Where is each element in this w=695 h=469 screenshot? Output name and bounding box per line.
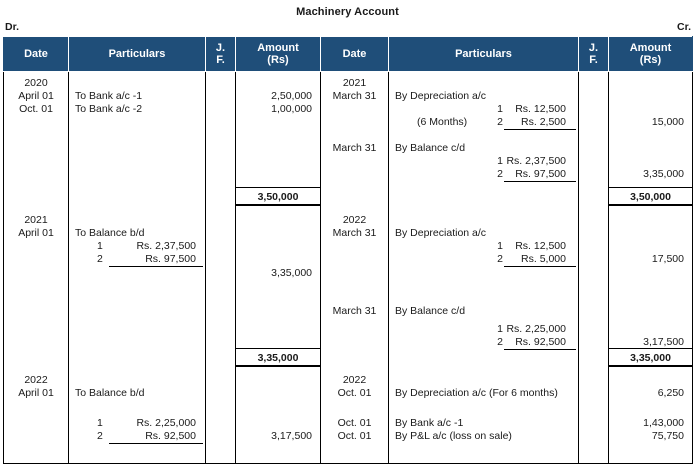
credit-s2-e2-particulars: By Balance c/d xyxy=(395,305,466,317)
credit-s2-e1-date: March 31 xyxy=(332,227,377,239)
credit-s1-e2-particulars: By Balance c/d xyxy=(395,142,466,154)
credit-s1-e1-subitem-value-1: Rs. 2,500 xyxy=(521,116,566,128)
debit-s3-amount: 3,17,500 xyxy=(271,430,312,442)
credit-s1-e2-subitem-no-0: 1 xyxy=(497,155,503,167)
credit-s2-e2-subtotal-rule xyxy=(504,349,576,350)
table-header-row xyxy=(4,37,693,72)
debit-s2-subitem-no-0: 1 xyxy=(97,240,103,252)
debit-s2-subitem-no-1: 2 xyxy=(97,253,103,265)
header-debit-jf-line2: F. xyxy=(216,54,225,66)
debit-s1-total-bottom-rule xyxy=(236,204,320,206)
debit-s1-row-date-0: April 01 xyxy=(18,90,54,102)
credit-s1-e2-subitem-value-1: Rs. 97,500 xyxy=(515,168,566,180)
credit-s2-total: 3,35,000 xyxy=(630,352,671,364)
debit-s2-particulars: To Balance b/d xyxy=(75,227,145,239)
header-debit-jf xyxy=(206,37,236,72)
header-credit-particulars: Particulars xyxy=(389,37,579,72)
credit-particulars-column xyxy=(389,72,579,464)
credit-s1-e2-subitem-value-0: Rs. 2,37,500 xyxy=(506,155,566,167)
credit-s1-e1-subitem-label-1: (6 Months) xyxy=(417,116,468,128)
credit-s3-year: 2022 xyxy=(342,374,367,386)
credit-jf-column xyxy=(579,72,609,464)
credit-s3-row-amount-1: 1,43,000 xyxy=(643,417,684,429)
credit-s3-row-amount-0: 6,250 xyxy=(657,387,684,399)
debit-s2-date: April 01 xyxy=(18,227,54,239)
debit-s1-total-top-rule xyxy=(236,187,320,188)
header-debit-particulars: Particulars xyxy=(69,37,206,72)
debit-s2-subtotal-rule xyxy=(109,266,203,267)
credit-s3-row-date-0: Oct. 01 xyxy=(337,387,372,399)
debit-s3-date: April 01 xyxy=(18,387,54,399)
credit-s3-row-amount-2: 75,750 xyxy=(651,430,684,442)
credit-amount-column xyxy=(609,72,693,464)
credit-s1-year: 2021 xyxy=(342,77,367,89)
header-credit-amount-line2: (Rs) xyxy=(639,54,662,66)
credit-s1-e1-subitem-value-0: Rs. 12,500 xyxy=(515,103,566,115)
credit-s2-e1-amount: 17,500 xyxy=(651,253,684,265)
debit-s1-row-date-1: Oct. 01 xyxy=(19,103,53,115)
debit-s3-subitem-value-1: Rs. 92,500 xyxy=(145,430,196,442)
credit-s3-row-particulars-2: By P&L a/c (loss on sale) xyxy=(395,430,512,442)
header-debit-date: Date xyxy=(4,37,69,72)
credit-s1-e1-subtotal-rule xyxy=(504,129,576,130)
header-credit-date: Date xyxy=(321,37,389,72)
credit-s1-e2-date: March 31 xyxy=(332,142,377,154)
debit-s1-row-amount-1: 1,00,000 xyxy=(271,103,312,115)
credit-s2-e1-subitem-value-1: Rs. 5,000 xyxy=(521,253,566,265)
header-debit-jf-line1: J. xyxy=(215,42,226,54)
credit-s2-year: 2022 xyxy=(342,214,367,226)
debit-s2-year: 2021 xyxy=(24,214,48,226)
credit-s2-e2-subitem-value-0: Rs. 2,25,000 xyxy=(506,323,566,335)
credit-s1-e2-subtotal-rule xyxy=(504,181,576,182)
header-credit-amount xyxy=(609,37,693,72)
debit-s2-subitem-value-0: Rs. 2,37,500 xyxy=(136,240,196,252)
credit-s1-total-bottom-rule xyxy=(609,204,692,206)
debit-s1-row-amount-0: 2,50,000 xyxy=(271,90,312,102)
debit-s3-subitem-value-0: Rs. 2,25,000 xyxy=(136,417,196,429)
credit-s2-e2-subitem-no-0: 1 xyxy=(497,323,503,335)
debit-s1-total: 3,50,000 xyxy=(257,191,299,203)
header-credit-jf-line1: J. xyxy=(588,42,599,54)
debit-s2-subitem-value-1: Rs. 97,500 xyxy=(145,253,196,265)
debit-s3-year: 2022 xyxy=(24,374,48,386)
table-body-row xyxy=(4,72,693,464)
debit-side-label: Dr. xyxy=(5,21,20,33)
credit-s2-total-bottom-rule xyxy=(609,365,692,367)
debit-s1-row-particulars-0: To Bank a/c -1 xyxy=(75,90,143,102)
header-credit-jf-line2: F. xyxy=(589,54,598,66)
credit-s1-e1-subitem-no-1: 2 xyxy=(497,116,503,128)
debit-s1-year: 2020 xyxy=(24,77,48,89)
machinery-account-ledger-table xyxy=(3,36,693,464)
debit-s2-total: 3,35,000 xyxy=(257,352,299,364)
debit-s3-subitem-no-1: 2 xyxy=(97,430,103,442)
debit-s3-subtotal-rule xyxy=(109,443,203,444)
debit-s2-total-top-rule xyxy=(236,348,320,349)
debit-s1-row-particulars-1: To Bank a/c -2 xyxy=(75,103,143,115)
credit-s1-e2-amount: 3,35,000 xyxy=(643,168,684,180)
credit-s2-e1-subitem-no-0: 1 xyxy=(497,240,503,252)
debit-s3-particulars: To Balance b/d xyxy=(75,387,145,399)
credit-s3-row-particulars-0: By Depreciation a/c (For 6 months) xyxy=(395,387,558,399)
credit-s2-total-top-rule xyxy=(609,348,692,349)
credit-s3-row-date-2: Oct. 01 xyxy=(337,430,372,442)
credit-s1-total-top-rule xyxy=(609,187,692,188)
debit-particulars-column xyxy=(69,72,206,464)
credit-s1-e1-date: March 31 xyxy=(332,90,377,102)
credit-s1-e2-subitem-no-1: 2 xyxy=(497,168,503,180)
credit-s2-e2-subitem-value-1: Rs. 92,500 xyxy=(515,336,566,348)
credit-s1-total: 3,50,000 xyxy=(630,191,671,203)
credit-s1-e1-subitem-no-0: 1 xyxy=(497,103,503,115)
credit-s2-e2-amount: 3,17,500 xyxy=(643,336,684,348)
header-debit-amount-line1: Amount xyxy=(257,42,299,54)
credit-s2-e2-date: March 31 xyxy=(332,305,377,317)
credit-s3-row-particulars-1: By Bank a/c -1 xyxy=(395,417,464,429)
debit-s3-subitem-no-0: 1 xyxy=(97,417,103,429)
credit-s2-e1-subtotal-rule xyxy=(504,266,576,267)
credit-s1-e1-amount: 15,000 xyxy=(651,116,684,128)
header-debit-amount-line2: (Rs) xyxy=(267,54,289,66)
credit-s3-row-date-1: Oct. 01 xyxy=(337,417,372,429)
header-debit-amount xyxy=(236,37,321,72)
credit-s2-e1-particulars: By Depreciation a/c xyxy=(395,227,487,239)
debit-amount-column xyxy=(236,72,321,464)
credit-s2-e2-subitem-no-1: 2 xyxy=(497,336,503,348)
header-credit-jf xyxy=(579,37,609,72)
debit-s2-total-bottom-rule xyxy=(236,365,320,367)
header-credit-amount-line1: Amount xyxy=(629,42,672,54)
credit-s2-e1-subitem-no-1: 2 xyxy=(497,253,503,265)
credit-s1-e1-particulars: By Depreciation a/c xyxy=(395,90,487,102)
credit-s2-e1-subitem-value-0: Rs. 12,500 xyxy=(515,240,566,252)
credit-date-column xyxy=(321,72,389,464)
debit-jf-column xyxy=(206,72,236,464)
debit-date-column xyxy=(4,72,69,464)
debit-s2-amount: 3,35,000 xyxy=(271,267,312,279)
page-title: Machinery Account xyxy=(296,6,399,18)
credit-side-label: Cr. xyxy=(676,21,691,33)
